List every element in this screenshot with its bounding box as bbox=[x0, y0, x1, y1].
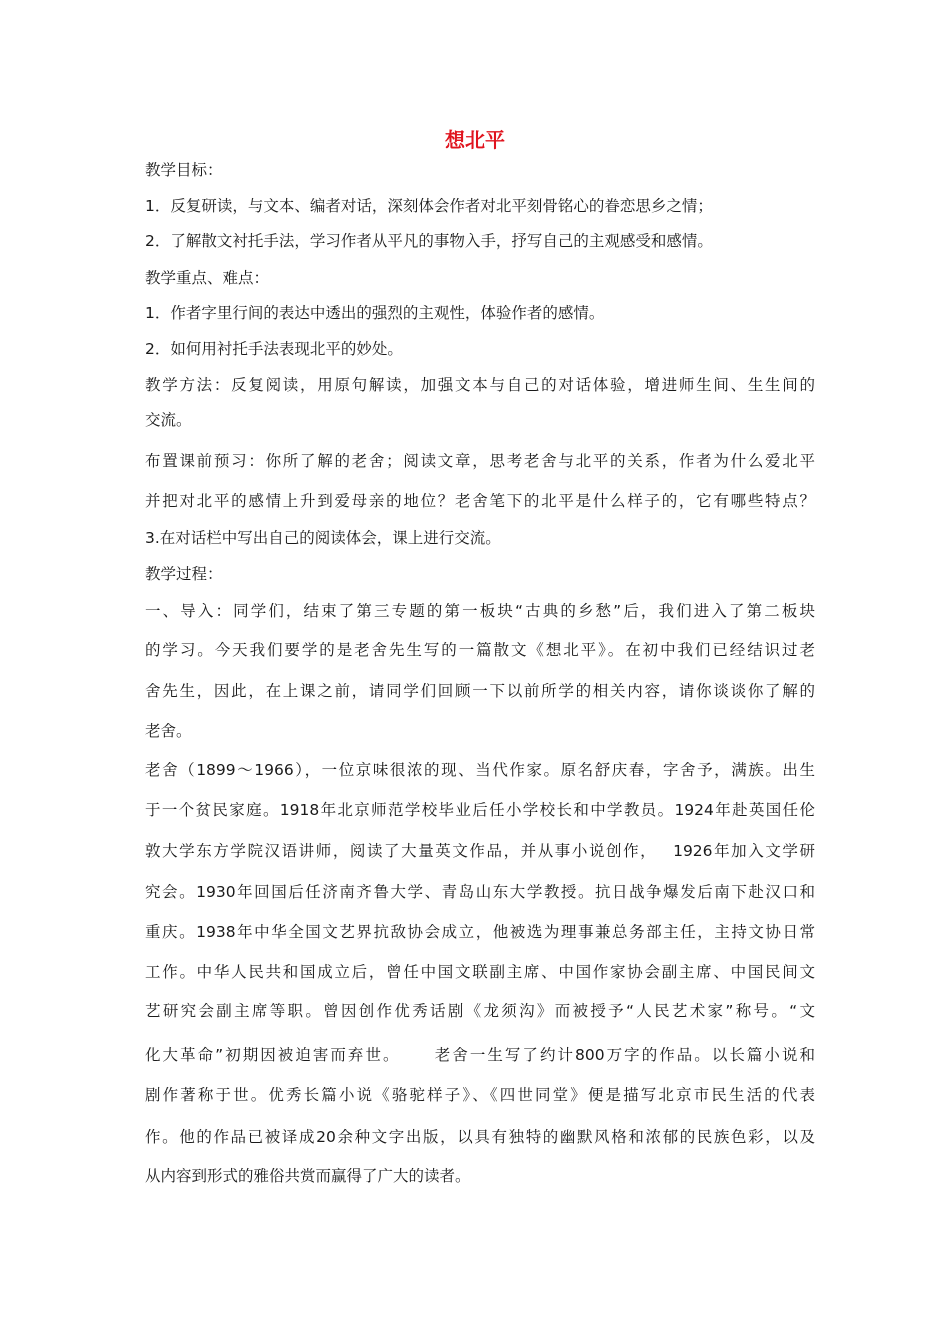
text-line: 老舍（1899～1966），一位京味很浓的现、当代作家。原名舒庆春，字舍予，满族。出生 bbox=[145, 761, 815, 779]
text-line: 老舍。 bbox=[145, 722, 192, 740]
text-line: 重庆。1938年中华全国文艺界抗敌协会成立，他被选为理事兼总务部主任，主持文协日常 bbox=[145, 923, 815, 941]
text-line: 1．作者字里行间的表达中透出的强烈的主观性，体验作者的感情。 bbox=[145, 304, 605, 322]
text-line: 从内容到形式的雅俗共赏而赢得了广大的读者。 bbox=[145, 1167, 471, 1185]
text-line: 2．如何用衬托手法表现北平的妙处。 bbox=[145, 340, 403, 358]
text-line: 并把对北平的感情上升到爱母亲的地位？老舍笔下的北平是什么样子的，它有哪些特点？ bbox=[145, 492, 815, 510]
text-line: 艺研究会副主席等职。曾因创作优秀话剧《龙须沟》而被授予“人民艺术家”称号。“文 bbox=[145, 1002, 815, 1020]
document-title: 想北平 bbox=[445, 128, 505, 152]
text-line: 作。他的作品已被译成20余种文字出版，以具有独特的幽默风格和浓郁的民族色彩，以及 bbox=[145, 1128, 815, 1146]
text-line: 教学目标： bbox=[145, 161, 223, 179]
text-line: 的学习。今天我们要学的是老舍先生写的一篇散文《想北平》。在初中我们已经结识过老 bbox=[145, 641, 815, 659]
text-line: 1．反复研读，与文本、编者对话，深刻体会作者对北平刻骨铭心的眷恋思乡之情； bbox=[145, 197, 713, 215]
text-line: 剧作著称于世。优秀长篇小说《骆驼样子》、《四世同堂》便是描写北京市民生活的代表 bbox=[145, 1086, 815, 1104]
text-line: 交流。 bbox=[145, 411, 192, 429]
text-line: 教学方法：反复阅读，用原句解读，加强文本与自己的对话体验，增进师生间、生生间的 bbox=[145, 376, 815, 394]
text-line: 化大革命”初期因被迫害而弃世。 老舍一生写了约计800万字的作品。以长篇小说和 bbox=[145, 1046, 815, 1064]
text-line: 3.在对话栏中写出自己的阅读体会，课上进行交流。 bbox=[145, 529, 501, 547]
text-line: 教学过程： bbox=[145, 565, 223, 583]
text-line: 布置课前预习：你所了解的老舍；阅读文章，思考老舍与北平的关系，作者为什么爱北平 bbox=[145, 452, 815, 470]
text-line: 敦大学东方学院汉语讲师，阅读了大量英文作品，并从事小说创作， 1926年加入文学研 bbox=[145, 842, 815, 860]
text-line: 一、导入：同学们，结束了第三专题的第一板块“古典的乡愁”后，我们进入了第二板块 bbox=[145, 602, 815, 620]
text-line: 工作。中华人民共和国成立后，曾任中国文联副主席、中国作家协会副主席、中国民间文 bbox=[145, 963, 815, 981]
text-line: 2．了解散文衬托手法，学习作者从平凡的事物入手，抒写自己的主观感受和感情。 bbox=[145, 232, 713, 250]
text-line: 究会。1930年回国后任济南齐鲁大学、青岛山东大学教授。抗日战争爆发后南下赴汉口和 bbox=[145, 883, 815, 901]
text-line: 教学重点、难点： bbox=[145, 269, 270, 287]
text-line: 于一个贫民家庭。1918年北京师范学校毕业后任小学校长和中学教员。1924年赴英国任伦 bbox=[145, 801, 815, 819]
text-line: 舍先生，因此，在上课之前，请同学们回顾一下以前所学的相关内容，请你谈谈你了解的 bbox=[145, 682, 815, 700]
